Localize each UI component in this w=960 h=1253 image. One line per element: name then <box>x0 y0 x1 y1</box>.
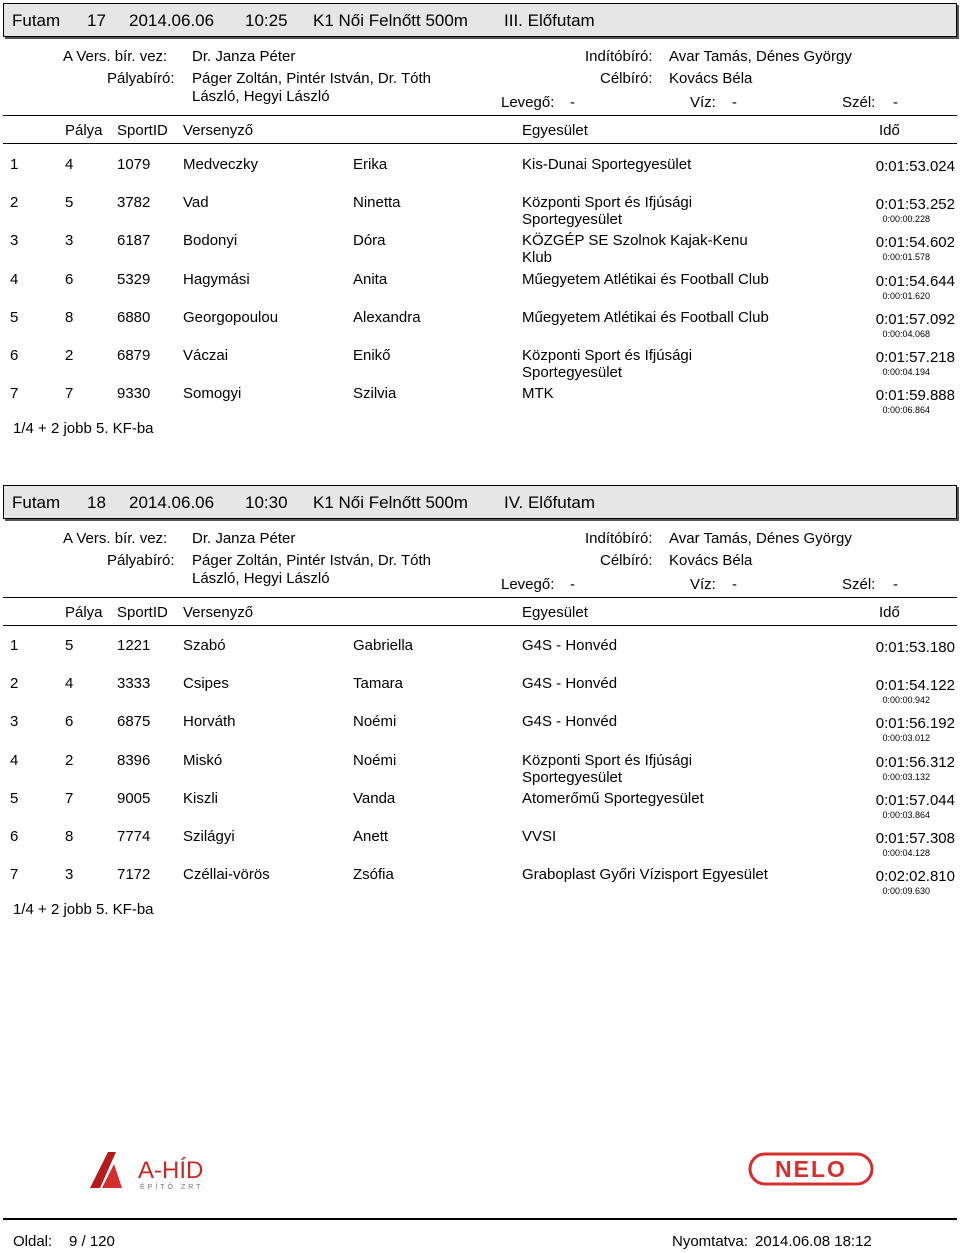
last-name-cell: Bodonyi <box>183 232 238 250</box>
place-cell: 4 <box>10 751 19 769</box>
water-label: Víz: <box>690 94 716 111</box>
lane-judges-label: Pályabíró: <box>107 552 175 569</box>
sport-id-cell: 3782 <box>117 194 151 212</box>
air-label: Levegő: <box>501 576 555 593</box>
starter-value: Avar Tamás, Dénes György <box>669 530 852 547</box>
time-diff-cell: 0:00:03.132 <box>882 771 930 782</box>
column-header: Versenyző <box>183 122 254 139</box>
time-diff-cell: 0:00:09.630 <box>882 886 930 897</box>
printed-label: Nyomtatva: <box>672 1233 748 1250</box>
heat-date: 2014.06.06 <box>129 493 215 512</box>
lane-cell: 6 <box>65 713 74 731</box>
club-cell: MTK <box>522 385 554 403</box>
club-cell: Műegyetem Atlétikai és Football Club <box>522 308 769 326</box>
last-name-cell: Medveczky <box>183 156 259 173</box>
last-name-cell: Miskó <box>183 751 223 769</box>
time-cell: 0:01:57.044 <box>875 791 955 809</box>
club-cell: Központi Sport és Ifjúsági <box>522 194 693 212</box>
first-name-cell: Tamara <box>353 675 404 693</box>
nelo-logo <box>748 1152 874 1186</box>
nelo-logo-text: NELO <box>775 1156 847 1182</box>
place-cell: 2 <box>10 675 19 693</box>
lane-cell: 7 <box>65 789 74 807</box>
qualification-note: 1/4 + 2 jobb 5. KF-ba <box>13 420 154 438</box>
club-cell-line2: Sportegyesület <box>522 768 623 786</box>
sport-id-cell: 5329 <box>117 270 151 288</box>
club-cell: VVSI <box>522 828 557 845</box>
air-value: - <box>570 576 575 593</box>
last-name-cell: Kiszli <box>183 789 219 807</box>
heat-time: 10:30 <box>245 493 288 512</box>
time-diff-cell: 0:00:06.864 <box>882 405 930 416</box>
lane-judges-line1: Páger Zoltán, Pintér István, Dr. Tóth <box>192 552 432 569</box>
time-cell: 0:01:54.122 <box>875 677 955 695</box>
wind-label: Szél: <box>842 576 876 593</box>
column-header: SportID <box>117 122 168 139</box>
last-name-cell: Szabó <box>183 637 226 654</box>
sport-id-cell: 1079 <box>117 156 151 173</box>
last-name-cell: Szilágyi <box>183 828 235 845</box>
last-name-cell: Czéllai-vörös <box>183 866 270 884</box>
club-cell: Kis-Dunai Sportegyesület <box>522 156 692 173</box>
time-cell: 0:01:54.644 <box>875 272 955 290</box>
first-name-cell: Noémi <box>353 751 397 769</box>
column-header: SportID <box>117 604 168 621</box>
sport-id-cell: 7774 <box>117 828 151 845</box>
header-bottom-rule <box>3 625 957 626</box>
time-diff-cell: 0:00:03.012 <box>882 733 930 744</box>
time-diff-cell: 0:00:01.620 <box>882 290 930 301</box>
column-header: Versenyző <box>183 604 254 621</box>
time-cell: 0:01:57.218 <box>875 349 955 366</box>
chief-label: A Vers. bír. vez: <box>63 530 168 547</box>
water-label: Víz: <box>690 576 716 593</box>
sport-id-cell: 6875 <box>117 713 151 731</box>
page-number: 9 / 120 <box>69 1233 115 1250</box>
finish-judge-label: Célbíró: <box>600 70 653 87</box>
place-cell: 3 <box>10 713 19 731</box>
lane-cell: 5 <box>65 194 74 212</box>
place-cell: 5 <box>10 308 19 326</box>
time-diff-cell: 0:00:04.128 <box>882 848 930 858</box>
club-cell: KÖZGÉP SE Szolnok Kajak-Kenu <box>522 232 748 250</box>
header-top-rule <box>3 115 957 116</box>
air-label: Levegő: <box>501 94 555 111</box>
club-cell: G4S - Honvéd <box>522 675 618 693</box>
lane-cell: 6 <box>65 270 74 288</box>
water-value: - <box>732 576 737 593</box>
heat-round: IV. Előfutam <box>504 493 596 512</box>
first-name-cell: Gabriella <box>353 637 414 654</box>
column-header: Idő <box>879 604 900 621</box>
last-name-cell: Hagymási <box>183 270 250 288</box>
lane-cell: 4 <box>65 675 74 693</box>
time-diff-cell: 0:00:00.228 <box>882 214 930 225</box>
sport-id-cell: 1221 <box>117 637 151 654</box>
club-cell: Atomerőmű Sportegyesület <box>522 789 704 807</box>
a-hid-logo-subtext: ÉPÍTŐ ZRT. <box>140 1184 208 1191</box>
starter-label: Indítóbíró: <box>585 530 653 547</box>
chief-label: A Vers. bír. vez: <box>63 48 168 65</box>
club-cell: Graboplast Győri Vízisport Egyesület <box>522 866 768 884</box>
starter-label: Indítóbíró: <box>585 48 653 65</box>
lane-cell: 2 <box>65 347 74 364</box>
finish-judge-label: Célbíró: <box>600 552 653 569</box>
time-cell: 0:01:56.312 <box>875 753 955 771</box>
column-header: Idő <box>879 122 900 139</box>
lane-cell: 2 <box>65 751 74 769</box>
water-value: - <box>732 94 737 111</box>
heat-event: K1 Női Felnőtt 500m <box>313 493 468 512</box>
time-cell: 0:01:57.092 <box>875 310 955 328</box>
lane-cell: 8 <box>65 828 74 845</box>
place-cell: 2 <box>10 194 19 212</box>
footer-divider <box>3 1218 957 1220</box>
first-name-cell: Anita <box>353 270 388 288</box>
time-diff-cell: 0:00:04.068 <box>882 328 930 339</box>
first-name-cell: Anett <box>353 828 389 845</box>
first-name-cell: Dóra <box>353 232 386 250</box>
heat-header-bar <box>3 3 957 37</box>
place-cell: 7 <box>10 866 19 884</box>
club-cell: G4S - Honvéd <box>522 637 618 654</box>
place-cell: 1 <box>10 156 19 173</box>
time-diff-cell: 0:00:03.864 <box>882 809 930 820</box>
first-name-cell: Ninetta <box>353 194 401 212</box>
sport-id-cell: 9330 <box>117 385 151 403</box>
club-cell-line2: Sportegyesület <box>522 211 623 229</box>
first-name-cell: Szilvia <box>353 385 397 403</box>
heat-number: 18 <box>87 493 106 512</box>
last-name-cell: Csipes <box>183 675 229 693</box>
first-name-cell: Zsófia <box>353 866 394 884</box>
lane-cell: 7 <box>65 385 74 403</box>
time-diff-cell: 0:00:00.942 <box>882 695 930 706</box>
chief-value: Dr. Janza Péter <box>192 530 296 547</box>
time-diff-cell: 0:00:01.578 <box>882 252 930 263</box>
first-name-cell: Noémi <box>353 713 397 731</box>
column-header: Pálya <box>65 604 103 621</box>
column-header: Egyesület <box>522 604 588 621</box>
first-name-cell: Alexandra <box>353 308 421 326</box>
club-cell-line2: Klub <box>522 249 553 267</box>
last-name-cell: Somogyi <box>183 385 242 403</box>
first-name-cell: Erika <box>353 156 388 173</box>
place-cell: 5 <box>10 789 19 807</box>
time-cell: 0:01:59.888 <box>875 387 955 405</box>
lane-judges-line2: László, Hegyi László <box>192 570 330 587</box>
sport-id-cell: 6187 <box>117 232 151 250</box>
air-value: - <box>570 94 575 111</box>
chief-value: Dr. Janza Péter <box>192 48 296 65</box>
finish-judge-value: Kovács Béla <box>669 70 753 87</box>
time-cell: 0:01:56.192 <box>875 715 955 733</box>
wind-value: - <box>893 576 898 593</box>
lane-cell: 3 <box>65 866 74 884</box>
club-cell: Központi Sport és Ifjúsági <box>522 347 693 364</box>
place-cell: 3 <box>10 232 19 250</box>
club-cell: Műegyetem Atlétikai és Football Club <box>522 270 769 288</box>
time-cell: 0:01:57.308 <box>875 830 955 847</box>
club-cell: G4S - Honvéd <box>522 713 618 731</box>
first-name-cell: Vanda <box>353 789 396 807</box>
lane-cell: 3 <box>65 232 74 250</box>
first-name-cell: Enikő <box>353 347 391 364</box>
heat-round: III. Előfutam <box>504 11 595 30</box>
last-name-cell: Vad <box>183 194 209 212</box>
lane-cell: 4 <box>65 156 74 173</box>
time-cell: 0:01:54.602 <box>875 234 955 252</box>
page-label: Oldal: <box>13 1233 53 1250</box>
place-cell: 1 <box>10 637 19 654</box>
sport-id-cell: 7172 <box>117 866 151 884</box>
finish-judge-value: Kovács Béla <box>669 552 753 569</box>
time-cell: 0:01:53.252 <box>875 196 955 214</box>
header-bottom-rule <box>3 143 957 144</box>
header-top-rule <box>3 597 957 598</box>
last-name-cell: Georgopoulou <box>183 308 279 326</box>
column-header: Pálya <box>65 122 103 139</box>
lane-judges-line1: Páger Zoltán, Pintér István, Dr. Tóth <box>192 70 432 87</box>
a-hid-logo <box>88 1148 233 1192</box>
heat-event: K1 Női Felnőtt 500m <box>313 11 468 30</box>
club-cell: Központi Sport és Ifjúsági <box>522 751 693 769</box>
lane-judges-line2: László, Hegyi László <box>192 88 330 105</box>
heat-date: 2014.06.06 <box>129 11 215 30</box>
place-cell: 4 <box>10 270 19 288</box>
wind-value: - <box>893 94 898 111</box>
sport-id-cell: 9005 <box>117 789 151 807</box>
sport-id-cell: 8396 <box>117 751 151 769</box>
lane-cell: 8 <box>65 308 74 326</box>
starter-value: Avar Tamás, Dénes György <box>669 48 852 65</box>
heat-label: Futam <box>12 11 61 30</box>
heat-time: 10:25 <box>245 11 288 30</box>
lane-cell: 5 <box>65 637 74 654</box>
wind-label: Szél: <box>842 94 876 111</box>
heat-number: 17 <box>87 11 106 30</box>
heat-label: Futam <box>12 493 61 512</box>
time-cell: 0:01:53.180 <box>875 639 955 656</box>
place-cell: 6 <box>10 828 19 845</box>
club-cell-line2: Sportegyesület <box>522 364 623 381</box>
last-name-cell: Váczai <box>183 347 229 364</box>
time-diff-cell: 0:00:04.194 <box>882 367 930 377</box>
sport-id-cell: 3333 <box>117 675 151 693</box>
printed-date: 2014.06.08 18:12 <box>755 1233 872 1250</box>
heat-header-bar <box>3 485 957 519</box>
last-name-cell: Horváth <box>183 713 236 731</box>
time-cell: 0:01:53.024 <box>875 158 955 175</box>
place-cell: 7 <box>10 385 19 403</box>
lane-judges-label: Pályabíró: <box>107 70 175 87</box>
place-cell: 6 <box>10 347 19 364</box>
sport-id-cell: 6880 <box>117 308 151 326</box>
time-cell: 0:02:02.810 <box>875 868 955 886</box>
column-header: Egyesület <box>522 122 588 139</box>
sport-id-cell: 6879 <box>117 347 151 364</box>
qualification-note: 1/4 + 2 jobb 5. KF-ba <box>13 901 154 919</box>
a-hid-logo-text: A-HÍD <box>138 1157 204 1184</box>
